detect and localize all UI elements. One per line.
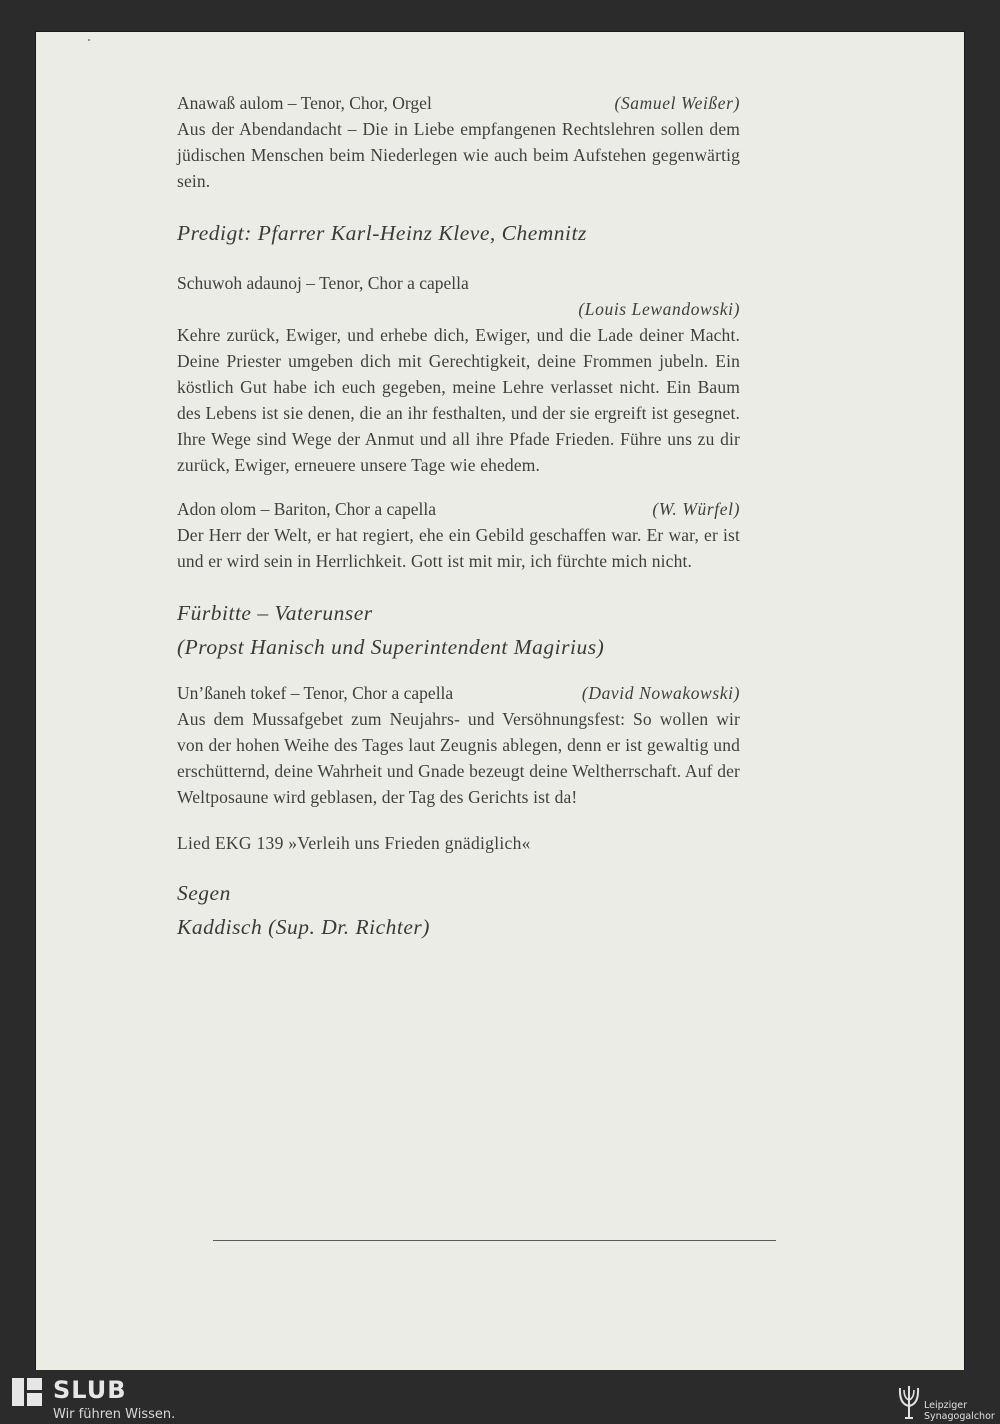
closing-rule: [213, 1240, 776, 1241]
anawass-composer: (Samuel Weißer): [614, 93, 740, 113]
predigt-heading: Predigt: Pfarrer Karl-Heinz Kleve, Chemnitz: [177, 221, 587, 245]
menorah-icon: [896, 1376, 922, 1420]
footer-bar: [0, 1370, 1000, 1424]
anawass-heading-row: [177, 90, 740, 116]
schuwoh-text: Kehre zurück, Ewiger, und erhebe dich, Ewiger, und die Lade deiner Macht. Deine Priester umgeben dich mit Gerechtigkeit, deine Frommen jubeln. Ein köstlich Gut habe ich euch gegeben, meine Lehre verlasset nicht. Ein Baum des Lebens ist sie denen, die an ihr festhalten, und der sie ergreift ist gesegnet. Ihre Wege sind Wege der Anmut und all ihre Pfade Frieden. Führe uns zu dir zurück, Ewiger, erneuere unsere Tage wie ehedem.: [177, 325, 740, 475]
segen-heading: Segen: [177, 881, 231, 905]
adon-title: Adon olom – Bariton, Chor a capella: [177, 499, 437, 519]
unsaneh-composer: (David Nowakowski): [581, 683, 740, 703]
adon-text: Der Herr der Welt, er hat regiert, ehe ein Gebild geschaffen war. Er war, er ist und er wird sein in Herrlichkeit. Gott ist mit mir, ich fürchte mich nicht.: [177, 525, 740, 571]
kaddisch-heading: Kaddisch (Sup. Dr. Richter): [177, 915, 430, 939]
anawass-text: Aus der Abendandacht – Die in Liebe empfangenen Rechtslehren sollen dem jüdischen Menschen beim Niederlegen wie auch beim Aufstehen gegenwärtig sein.: [177, 119, 740, 191]
partner-name: [924, 1400, 995, 1422]
unsaneh-title: Un’ßaneh tokef – Tenor, Chor a capella: [177, 683, 454, 703]
partner-line1: Leipziger: [924, 1400, 968, 1411]
partner-line2: Synagogalchor: [924, 1411, 995, 1422]
slub-tagline: Wir führen Wissen.: [53, 1407, 176, 1422]
lied-line: Lied EKG 139 »Verleih uns Frieden gnädiglich«: [177, 833, 531, 853]
adon-heading-row: [177, 496, 740, 522]
unsaneh-text: Aus dem Mussafgebet zum Neujahrs- und Versöhnungsfest: So wollen wir von der hohen Weihe des Tages laut Zeugnis ablegen, denn er ist gewaltig und erschütternd, deine Wahrheit und Gnade bezeugt deine Weltherrschaft. Auf der Weltposaune wird geblasen, der Tag des Gerichts ist da!: [177, 709, 740, 807]
program-content: [177, 86, 740, 944]
slub-name: SLUB: [53, 1376, 127, 1404]
anawass-title: Anawaß aulom – Tenor, Chor, Orgel: [177, 93, 432, 113]
schuwoh-composer: (Louis Lewandowski): [578, 299, 740, 319]
fuerbitte-heading: Fürbitte – Vaterunser: [177, 601, 373, 625]
schuwoh-title: Schuwoh adaunoj – Tenor, Chor a capella: [177, 273, 469, 293]
fuerbitte-officiants: (Propst Hanisch und Superintendent Magirius): [177, 635, 605, 659]
slub-logo-icon: [12, 1378, 42, 1406]
adon-composer: (W. Würfel): [652, 499, 740, 519]
unsaneh-heading-row: [177, 680, 740, 706]
paper-speck: [88, 39, 90, 41]
